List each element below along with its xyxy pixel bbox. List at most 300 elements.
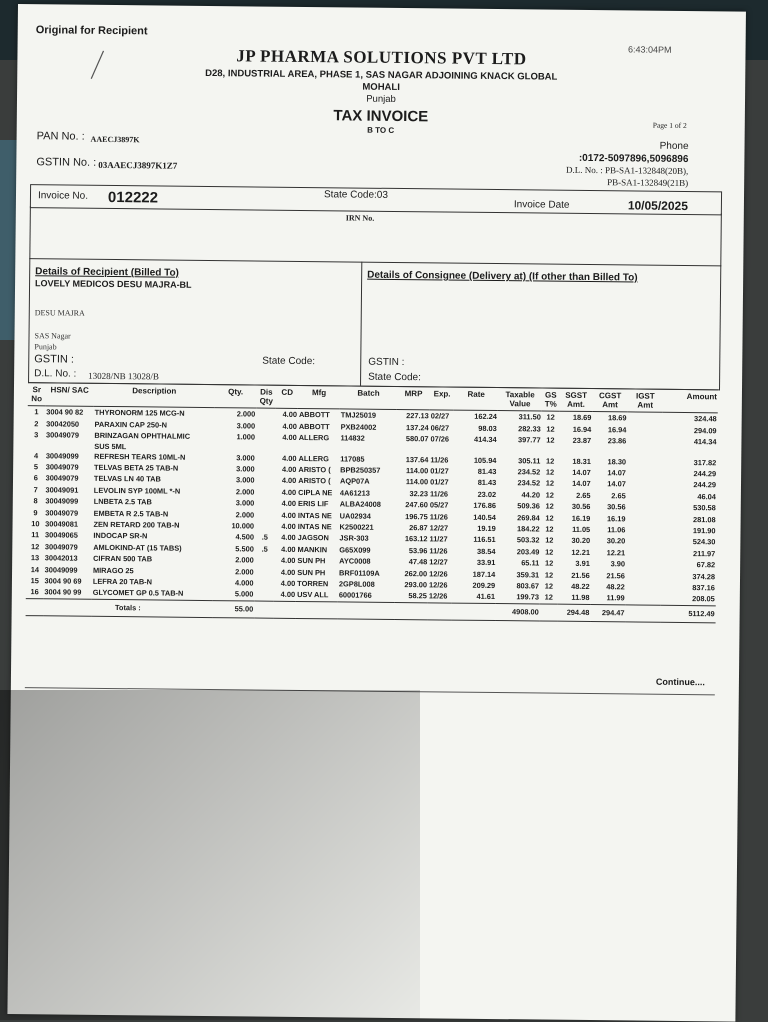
cell-rate: 116.51 [473,535,496,545]
cell-cgst: 23.86 [607,436,627,446]
recipient-dl-value: 13028/NB 13028/B [88,370,159,382]
document-subtitle: B TO C [367,125,395,135]
cell-cgst: 21.56 [606,570,625,581]
cell-exp: 02/27 [430,411,450,421]
cell-sgst: 14.07 [572,467,591,478]
cell-exp: 11/26 [429,489,449,499]
phone-value: :0172-5097896,5096896 [578,152,689,166]
cell-dq [254,589,274,601]
col-sgst: SGST Amt. [559,388,592,412]
cell-empty [214,443,256,452]
cell-sgst: 21.56 [571,570,590,580]
cell-mfg: SUN PH [297,556,326,566]
cell-gst: 12 [546,412,555,423]
cell-mrp: 247.60 [405,500,428,510]
cell-rate: 81.43 [477,466,497,477]
copy-label: Original for Recipient [35,24,148,38]
cell-sr: 1 [34,407,39,417]
cell-dq [256,452,276,464]
cell-igst [626,593,661,605]
cell-sr: 8 [33,496,38,506]
col-sr: Sr No [28,383,46,407]
cell-gst: 12 [545,490,554,500]
totals-qty: 55.00 [212,600,254,617]
cell-batch: 4A61213 [339,488,370,498]
cell-qty: 4.500 [235,532,255,542]
cell-igst [626,513,661,525]
cell-exp: 01/27 [430,477,449,487]
continue-label: Continue.... [655,676,705,688]
invoice-page [7,4,746,1022]
cell-cgst: 11.06 [607,525,626,535]
cell-sgst: 30.20 [571,536,591,546]
cell-hsn: 30042050 [46,419,80,429]
col-mrp: MRP [397,386,430,410]
col-batch: Batch [340,386,397,410]
cell-mfg: ERIS LIF [298,499,329,509]
cell-sgst: 11.05 [572,524,591,535]
cell-batch: 2GP8L008 [338,579,375,589]
col-gst: GS T% [542,388,560,412]
cell-igst [627,479,662,491]
cell-desc: TELVAS LN 40 TAB [93,474,161,484]
col-description: Description [94,383,215,408]
cell-sr: 4 [33,450,39,460]
cell-qty: 5.000 [234,589,254,599]
recipient-address-2: SAS Nagar [34,331,71,341]
cell-amount: 374.28 [692,571,716,581]
recipient-name: LOVELY MEDICOS DESU MAJRA-BL [35,278,192,290]
cell-hsn: 30049065 [44,530,78,541]
cell-cd: 4.00 [281,510,296,520]
cell-cd: 4.00 [282,453,297,463]
cell-sr: 16 [30,587,39,597]
cell-mrp: 163.12 [404,534,428,544]
cell-rate: 140.54 [473,512,496,522]
cell-empty [27,441,45,450]
col-rate: Rate [454,387,498,411]
col-cgst: CGST Amt [592,389,627,413]
consignee-heading: Details of Consignee (Delivery at) (If other than Billed To) [367,269,638,284]
cell-batch: G65X099 [339,545,371,555]
cell-sr: 2 [34,418,39,429]
cell-mrp: 580.07 [405,434,429,444]
cell-gst: 12 [546,424,555,434]
cell-empty [298,444,340,453]
col-hsn: HSN/ SAC [45,383,94,407]
cell-sgst: 2.65 [576,490,591,500]
cell-cgst: 30.20 [606,536,626,546]
cell-rate: 23.02 [477,489,497,499]
cell-mrp: 26.87 [409,523,428,533]
recipient-address-3: Punjab [34,342,57,352]
cell-gst: 12 [546,435,555,445]
col-exp: Exp. [430,387,454,411]
cell-mfg: ALLERG [298,453,329,463]
totals-cgst: 294.47 [590,604,625,621]
cell-cd: 4.00 [281,487,297,497]
cell-batch: BPB250357 [340,465,381,475]
cell-taxable: 397.77 [517,435,541,445]
cell-amount: 191.90 [692,526,716,536]
cell-desc: THYRONORM 125 MCG-N [94,408,185,419]
cell-qty: 2.000 [235,555,254,565]
cell-igst [626,559,661,571]
dl-line-1: D.L. No. : PB-SA1-132848(20B), [565,164,689,177]
cell-cgst: 18.69 [607,413,627,423]
cell-gst: 12 [544,581,554,591]
phone-label: Phone [659,140,689,153]
cell-sgst: 11.98 [571,593,590,603]
cell-sr: 11 [31,530,40,540]
cell-mfg: MANKIN [297,544,328,555]
cell-dq [255,521,275,533]
cell-empty [45,441,93,451]
cell-cd: 4.00 [281,556,296,566]
cell-igst [626,536,661,548]
cell-sgst: 48.22 [571,581,590,592]
cell-batch: AQP07A [339,476,370,487]
cell-amount: 281.08 [692,514,716,524]
cell-igst [626,570,661,582]
recipient-heading: Details of Recipient (Billed To) [35,266,179,279]
cell-mfg: SUN PH [297,567,326,577]
cell-hsn: 30049079 [46,430,80,440]
cell-cd: 4.00 [281,521,296,531]
cell-qty: 2.000 [235,487,255,497]
cell-cgst: 30.56 [607,502,626,512]
cell-dq [255,509,275,521]
cell-amount: 530.58 [693,503,716,513]
company-city: MOHALI [362,81,400,94]
cell-hsn: 30049079 [45,462,79,472]
cell-exp: 01/27 [430,466,449,476]
cell-cgst: 2.65 [611,491,626,501]
cell-cgst: 11.99 [606,593,625,603]
totals-label: Totals : [43,599,212,618]
cell-cd: 4.00 [281,499,297,509]
cell-mrp: 53.96 [408,545,428,556]
cell-empty [627,447,662,456]
cell-sgst: 18.31 [572,456,591,466]
cell-dq [255,486,275,498]
cell-taxable: 199.73 [516,592,540,602]
cell-batch: ALBA24008 [339,499,381,510]
cell-desc: TELVAS BETA 25 TAB-N [94,462,179,473]
cell-amount: 317.82 [693,457,717,467]
cell-sr: 12 [30,542,40,552]
cell-batch: UA02934 [339,511,371,521]
consignee-state-code-label: State Code: [368,371,421,384]
cell-mfg: INTAS NE [297,521,332,532]
cell-gst: 12 [544,558,554,568]
cell-cgst: 12.21 [606,548,626,558]
cell-exp: 05/27 [429,500,449,510]
cell-dq [256,464,276,476]
recipient-gstin-label: GSTIN : [34,353,75,366]
cell-rate: 38.54 [476,546,496,556]
cell-sgst: 3.91 [575,559,590,569]
cell-igst [627,502,662,514]
cell-igst [626,547,661,559]
cell-qty: 1.000 [236,432,256,442]
cell-batch: 60001766 [338,590,372,601]
cell-batch: BRF01109A [339,568,380,578]
cell-dq: .5 [261,533,268,543]
cell-desc: LEVOLIN SYP 100ML *-N [93,485,181,496]
cell-qty: 3.000 [236,421,256,431]
cell-igst [627,456,662,468]
cell-cgst: 16.94 [607,424,627,435]
cell-sgst: 18.69 [572,413,592,423]
cell-cd: 4.00 [281,464,297,474]
cell-sgst: 14.07 [572,479,591,489]
cell-desc: AMLOKIND-AT (15 TABS) [93,542,182,553]
cell-qty: 2.000 [235,566,254,577]
cell-taxable: 234.52 [517,467,541,477]
cell-exp: 07/26 [430,434,450,444]
cell-qty: 5.500 [235,544,254,554]
cell-mrp: 47.48 [408,557,428,567]
cell-gst: 12 [545,524,554,534]
cell-mrp: 32.23 [409,488,429,499]
cell-igst [627,412,662,424]
cell-taxable: 282.33 [518,424,541,434]
cell-exp: 12/26 [428,580,448,590]
cell-sr: 6 [33,473,38,483]
cell-exp: 12/26 [428,591,448,601]
cell-mrp: 114.00 [405,466,429,476]
cell-batch: K2500221 [339,522,374,532]
cell-mfg: CIPLA NE [298,487,333,498]
cell-desc: PARAXIN CAP 250-N [94,419,167,430]
cell-qty: 10.000 [231,521,255,531]
col-taxable: Taxable Value [498,388,542,412]
cell-rate: 209.29 [472,580,496,591]
cell-desc: ZEN RETARD 200 TAB-N [93,519,180,530]
totals-sgst: 294.48 [557,604,590,621]
cell-mrp: 58.25 [408,591,427,601]
cell-cgst: 18.30 [607,456,627,466]
cell-cd: 4.00 [280,578,296,588]
document-title: TAX INVOICE [333,107,429,126]
cell-hsn: 30049079 [45,473,79,484]
gstin-value: 03AAECJ3897K1Z7 [98,159,178,171]
gstin-label: GSTIN No. : [36,156,97,169]
company-state: Punjab [366,93,396,105]
cell-desc: GLYCOMET GP 0.5 TAB-N [92,588,184,599]
cell-cgst: 3.90 [610,559,626,569]
cell-exp: 12/26 [429,568,448,579]
cell-desc: LNBETA 2.5 TAB [93,497,152,507]
cell-gst: 12 [545,535,554,546]
cell-cgst: 16.19 [606,513,626,524]
invoice-no-label: Invoice No. [37,190,89,202]
cell-amount: 244.29 [693,469,717,479]
cell-rate: 19.19 [477,523,496,534]
cell-mfg: ABBOTT [298,421,330,432]
col-cd: CD [276,385,298,409]
cell-rate: 81.43 [477,478,497,488]
cell-taxable: 44.20 [521,490,541,500]
cell-cd: 4.00 [281,476,297,486]
cell-igst [626,581,661,593]
cell-taxable: 305.11 [518,455,541,466]
cell-rate: 33.91 [476,558,496,568]
cell-dq [256,408,276,420]
cell-exp: 06/27 [430,423,450,433]
cell-gst: 12 [545,513,554,523]
footer-line [25,687,715,695]
cell-exp: 12/27 [429,523,449,533]
col-mfg: Mfg [298,385,340,409]
cell-amount: 46.04 [697,491,716,502]
cell-igst [627,490,662,502]
cell-hsn: 3004 90 82 [46,407,84,418]
cell-desc: MIRAGO 25 [92,565,134,575]
cell-hsn: 30049099 [45,450,79,461]
cell-mrp: 137.64 [405,454,429,464]
pan-value: AAECJ3897K [90,134,140,145]
cell-cd: 4.00 [281,533,296,543]
cell-sr: 13 [30,553,40,563]
cell-hsn: 3004 90 99 [44,587,82,598]
col-amount: Amount [663,389,718,413]
cell-taxable: 65.11 [521,558,540,568]
cell-cd: 4.00 [282,410,298,420]
cell-batch: 117085 [340,453,365,464]
cell-amount: 211.97 [693,548,716,559]
cell-taxable: 359.31 [516,569,540,580]
cell-hsn: 30049079 [44,542,78,552]
cell-qty: 2.000 [235,509,255,520]
cell-amount: 524.30 [692,537,716,547]
cell-amount: 294.09 [693,425,717,436]
cell-gst: 12 [545,547,554,557]
cell-qty: 3.000 [236,475,255,485]
recipient-dl-label: D.L. No. : [34,368,77,380]
cell-rate: 41.61 [476,592,496,602]
cell-hsn: 30049081 [45,519,79,529]
cell-exp: 11/26 [429,546,448,556]
cell-sr: 10 [31,519,40,529]
cell-hsn: 30049099 [45,496,79,506]
cell-hsn: 30049099 [44,564,78,575]
cell-dq [256,420,276,432]
cell-rate: 187.14 [472,569,496,579]
cell-qty: 3.000 [235,498,255,508]
cell-empty [498,446,542,455]
cell-taxable: 503.32 [516,535,540,545]
cell-gst: 12 [545,467,555,477]
cell-sgst: 16.94 [572,424,592,434]
cell-sr: 9 [33,507,38,517]
cell-sr: 7 [33,485,38,495]
cell-igst [627,436,662,448]
cell-cd: 4.00 [281,544,296,554]
cell-empty [559,446,592,455]
cell-sr: 15 [30,576,39,586]
cell-amount: 324.48 [694,414,717,424]
cell-desc: INDOCAP SR-N [93,531,148,541]
cell-mfg: USV ALL [297,590,329,600]
cell-amount: 67.82 [696,560,716,570]
cell-gst: 12 [544,570,554,580]
cell-amount: 208.05 [692,594,715,604]
page-number: Page 1 of 2 [652,120,687,131]
cell-sr: 3 [34,430,39,440]
cell-rate: 414.34 [474,434,497,445]
irn-label: IRN No. [345,213,375,223]
col-igst: IGST Amt [628,389,663,413]
cell-taxable: 311.50 [518,412,541,422]
company-name: JP PHARMA SOLUTIONS PVT LTD [236,46,527,69]
cell-mfg: ARISTO ( [298,476,331,486]
cell-rate: 162.24 [474,412,497,422]
cell-empty [396,445,429,454]
cell-amount: 244.29 [693,480,717,490]
cell-cd: 4.00 [282,432,297,443]
cell-amount: 414.34 [693,437,717,447]
cell-batch: PXB24002 [340,422,377,432]
cell-desc: EMBETA R 2.5 TAB-N [93,508,169,519]
totals-amount: 5112.49 [661,605,716,623]
cell-cgst: 14.07 [607,479,626,489]
cell-cgst: 14.07 [607,468,626,478]
cell-igst [627,424,662,436]
cell-taxable: 269.84 [517,512,540,523]
col-dis-qty: Dis Qty [256,385,276,409]
invoice-no-value: 012222 [107,188,159,207]
cell-desc: BRINZAGAN OPHTHALMIC [94,431,191,442]
cell-dq [255,498,275,510]
cell-rate: 98.03 [478,423,497,433]
cell-exp: 11/26 [429,511,448,522]
invoice-date-label: Invoice Date [513,199,570,211]
cell-taxable: 203.49 [516,547,540,557]
recipient-state-code-label: State Code: [262,355,316,368]
cell-rate: 105.94 [473,455,497,465]
state-code: State Code:03 [323,189,389,201]
cell-empty [276,443,298,452]
cell-mfg: INTAS NE [297,510,332,520]
cell-gst: 12 [546,456,555,466]
cell-dq [256,432,276,444]
cell-sgst: 23.87 [572,436,592,446]
cell-gst: 12 [545,478,555,489]
cell-qty: 4.000 [234,578,254,588]
cell-empty [454,445,498,454]
cell-hsn: 30042013 [44,553,78,563]
cell-qty: 2.000 [236,409,256,419]
cell-mfg: JAGSON [297,533,329,543]
items-table [26,382,718,623]
cell-dq [255,566,275,578]
cell-hsn: 30049091 [45,485,79,495]
cell-sgst: 16.19 [571,513,591,523]
cell-mrp: 196.75 [405,511,428,521]
cell-cd: 4.00 [280,567,296,577]
cell-mrp: 114.00 [405,477,429,487]
cell-batch: JSR-303 [339,533,369,544]
cell-dq [255,475,275,487]
cell-qty: 3.000 [236,452,255,463]
print-time: 6:43:04PM [627,44,672,55]
irn-box [29,206,722,266]
cell-gst: 12 [544,593,553,603]
cell-igst [626,524,661,536]
totals-taxable: 4908.00 [496,603,540,620]
